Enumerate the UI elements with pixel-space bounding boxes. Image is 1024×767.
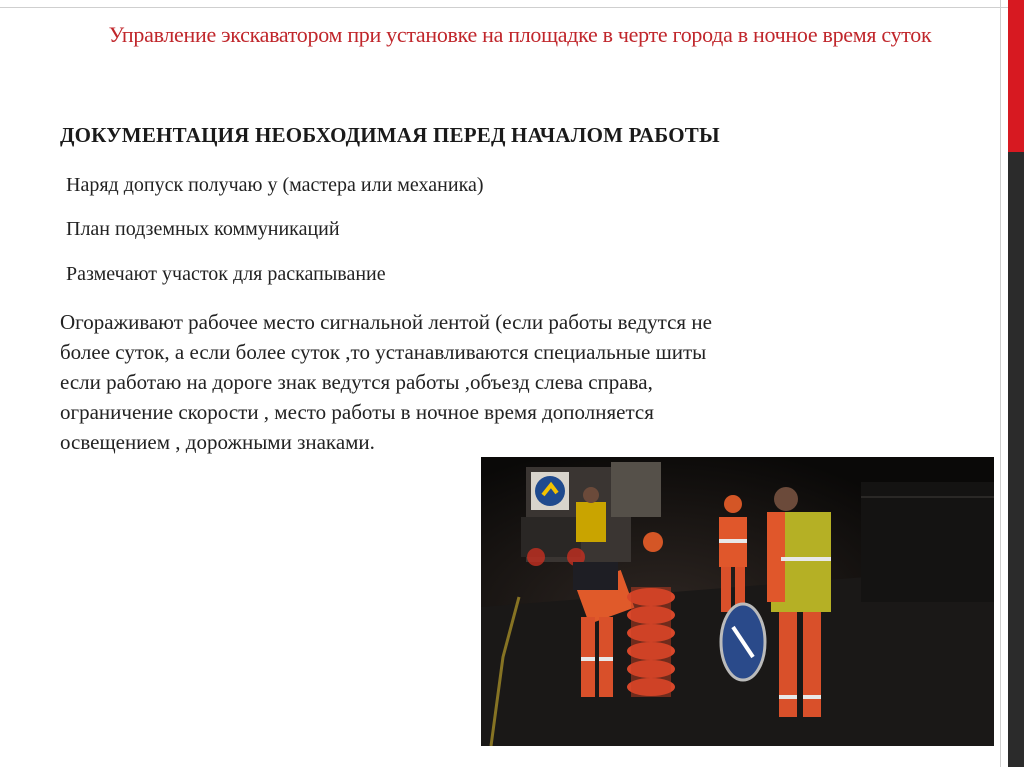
accent-bar-red [1008,0,1024,152]
list-item: План подземных коммуникаций [66,218,340,240]
frame-right-line [1000,0,1001,767]
paragraph-line: Огораживают рабочее место сигнальной лентой (если работы ведутся не [60,310,712,334]
slide-title: Управление экскаватором при установке на площадке в черте города в ночное время суток [108,22,932,47]
section-heading: ДОКУМЕНТАЦИЯ НЕОБХОДИМАЯ ПЕРЕД НАЧАЛОМ РАБОТЫ [60,123,720,147]
accent-bar-dark [1008,152,1024,767]
photo-illustration [481,457,994,746]
body-paragraph [60,307,880,457]
night-roadwork-photo [481,457,994,746]
paragraph-line: более суток, а если более суток ,то устанавливаются специальные шиты [60,340,707,364]
paragraph-line: если работаю на дороге знак ведутся работы ,объезд слева справа, [60,370,653,394]
list-item: Размечают участок для раскапывание [66,263,386,285]
paragraph-line: освещением , дорожными знаками. [60,430,375,454]
frame-top-line [0,7,1008,8]
paragraph-line: ограничение скорости , место работы в ночное время дополняется [60,400,654,424]
list-item: Наряд допуск получаю у (мастера или механика) [66,174,484,196]
